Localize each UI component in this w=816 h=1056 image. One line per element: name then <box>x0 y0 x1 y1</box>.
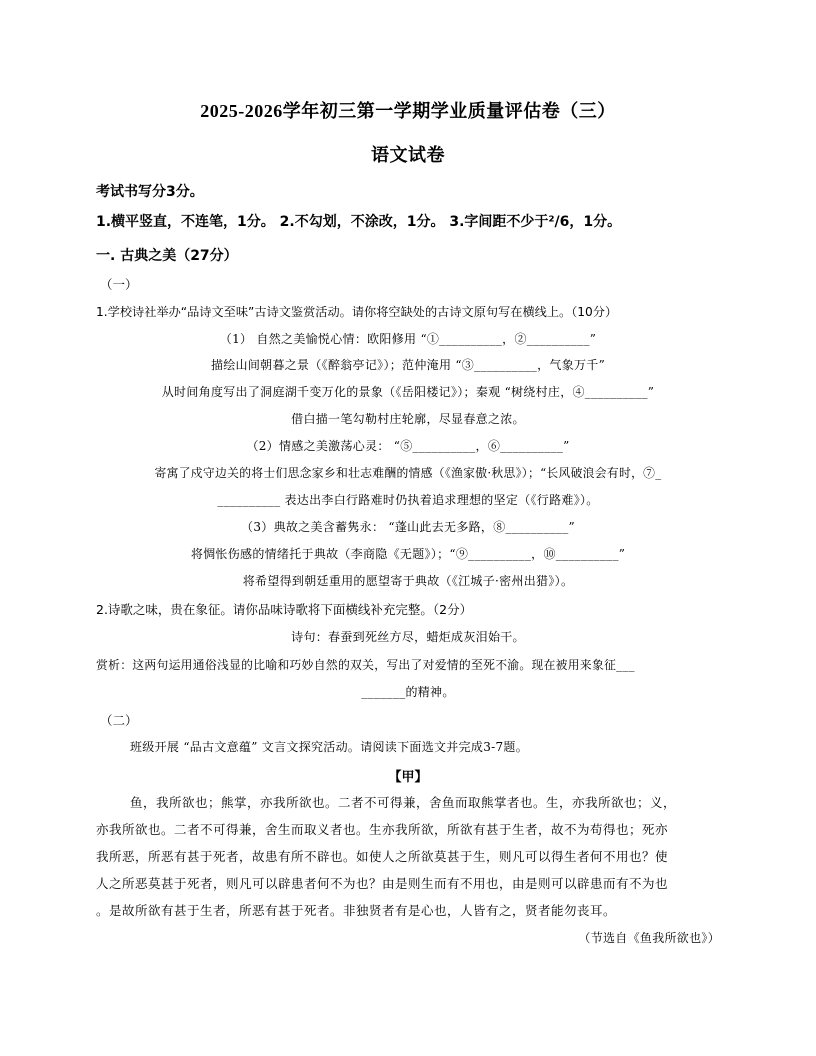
q1-line-9: 将惆怅伤感的情绪托于典故（李商隐《无题》）；“⑨__________，⑩__________” <box>190 547 626 561</box>
part-2-intro: 班级开展 “品古文意蕴” 文言文探究活动。请阅读下面选文并完成3-7题。 <box>130 740 529 754</box>
section-heading: 一. 古典之美（27分） <box>96 248 238 264</box>
q1-line-2: 描绘山间朝暮之景（《醉翁亭记》）；范仲淹用 “③__________，气象万千” <box>210 358 606 372</box>
q1-line-10: 将希望得到朝廷重用的愿望寄于典故（《江城子·密州出猎》）。 <box>242 574 574 588</box>
passage-line-2: 亦我所欲也。二者不可得兼，舍生而取义者也。生亦我所欲，所欲有甚于生者，故不为苟得也；死亦 <box>96 822 669 837</box>
question-1-prompt: 1.学校诗社举办“品诗文至味”古诗文鉴赏活动。请你将空缺处的古诗文原句写在横线上。（10分） <box>96 305 618 319</box>
q2-poem: 诗句：春蚕到死丝方尽，蜡炬成灰泪始干。 <box>291 630 525 644</box>
exam-subtitle: 语文试卷 <box>371 145 445 165</box>
q1-line-4: 借白描一笔勾勒村庄轮廓，尽显春意之浓。 <box>291 412 525 426</box>
q1-line-5: （2）情感之美激荡心灵： “⑤__________，⑥__________” <box>246 439 570 453</box>
q1-line-1: （1） 自然之美愉悦心情：欧阳修用 “①__________，②__________” <box>219 332 597 346</box>
instruction-line-2: 1.横平竖直，不连笔，1分。 2.不勾划，不涂改，1分。 3.字间距不少于²/6，1分。 <box>96 214 622 230</box>
passage-line-1: 鱼，我所欲也；熊掌，亦我所欲也。二者不可得兼，舍鱼而取熊掌者也。生，亦我所欲也；义， <box>130 795 677 810</box>
q1-line-3: 从时间角度写出了洞庭湖千变万化的景象（《岳阳楼记》）；秦观 “树绕村庄，④__________” <box>161 385 655 399</box>
question-2-prompt: 2.诗歌之味，贵在象征。请你品味诗歌将下面横线补充完整。（2分） <box>96 602 473 617</box>
passage-line-4: 人之所恶莫甚于死者，则凡可以辟患者何不为也？由是则生而有不用也，由是则可以辟患而有不为也 <box>96 876 669 891</box>
q2-analysis-line-1: 赏析：这两句运用通俗浅显的比喻和巧妙自然的双关，写出了对爱情的至死不渝。现在被用来象征___ <box>96 658 635 672</box>
passage-line-5: 。是故所欲有甚于生者，所恶有甚于死者。非独贤者有是心也，人皆有之，贤者能勿丧耳。 <box>96 903 617 918</box>
part-label-1: （一） <box>100 277 138 292</box>
instruction-line-1: 考试书写分3分。 <box>96 184 204 200</box>
exam-title: 2025-2026学年初三第一学期学业质量评估卷（三） <box>200 101 616 121</box>
q1-line-8: （3）典故之美含蓄隽永： “蓬山此去无多路，⑧__________” <box>241 520 575 534</box>
passage-line-3: 我所恶，所恶有甚于死者，故患有所不辟也。如使人之所欲莫甚于生，则凡可以得生者何不用也？使 <box>96 849 669 864</box>
passage-label: 【甲】 <box>388 770 428 785</box>
q1-line-7: __________ 表达出李白行路难时仍执着追求理想的坚定（《行路难》）。 <box>217 493 599 507</box>
q2-analysis-line-2: _______的精神。 <box>361 685 455 699</box>
passage-source: （节选自《鱼我所欲也》） <box>578 931 720 945</box>
q1-line-6: 寄寓了戍守边关的将士们思念家乡和壮志难酬的情感（《渔家傲·秋思》）；“长风破浪会有时，⑦_ <box>154 466 662 480</box>
part-label-2: （二） <box>100 713 138 728</box>
